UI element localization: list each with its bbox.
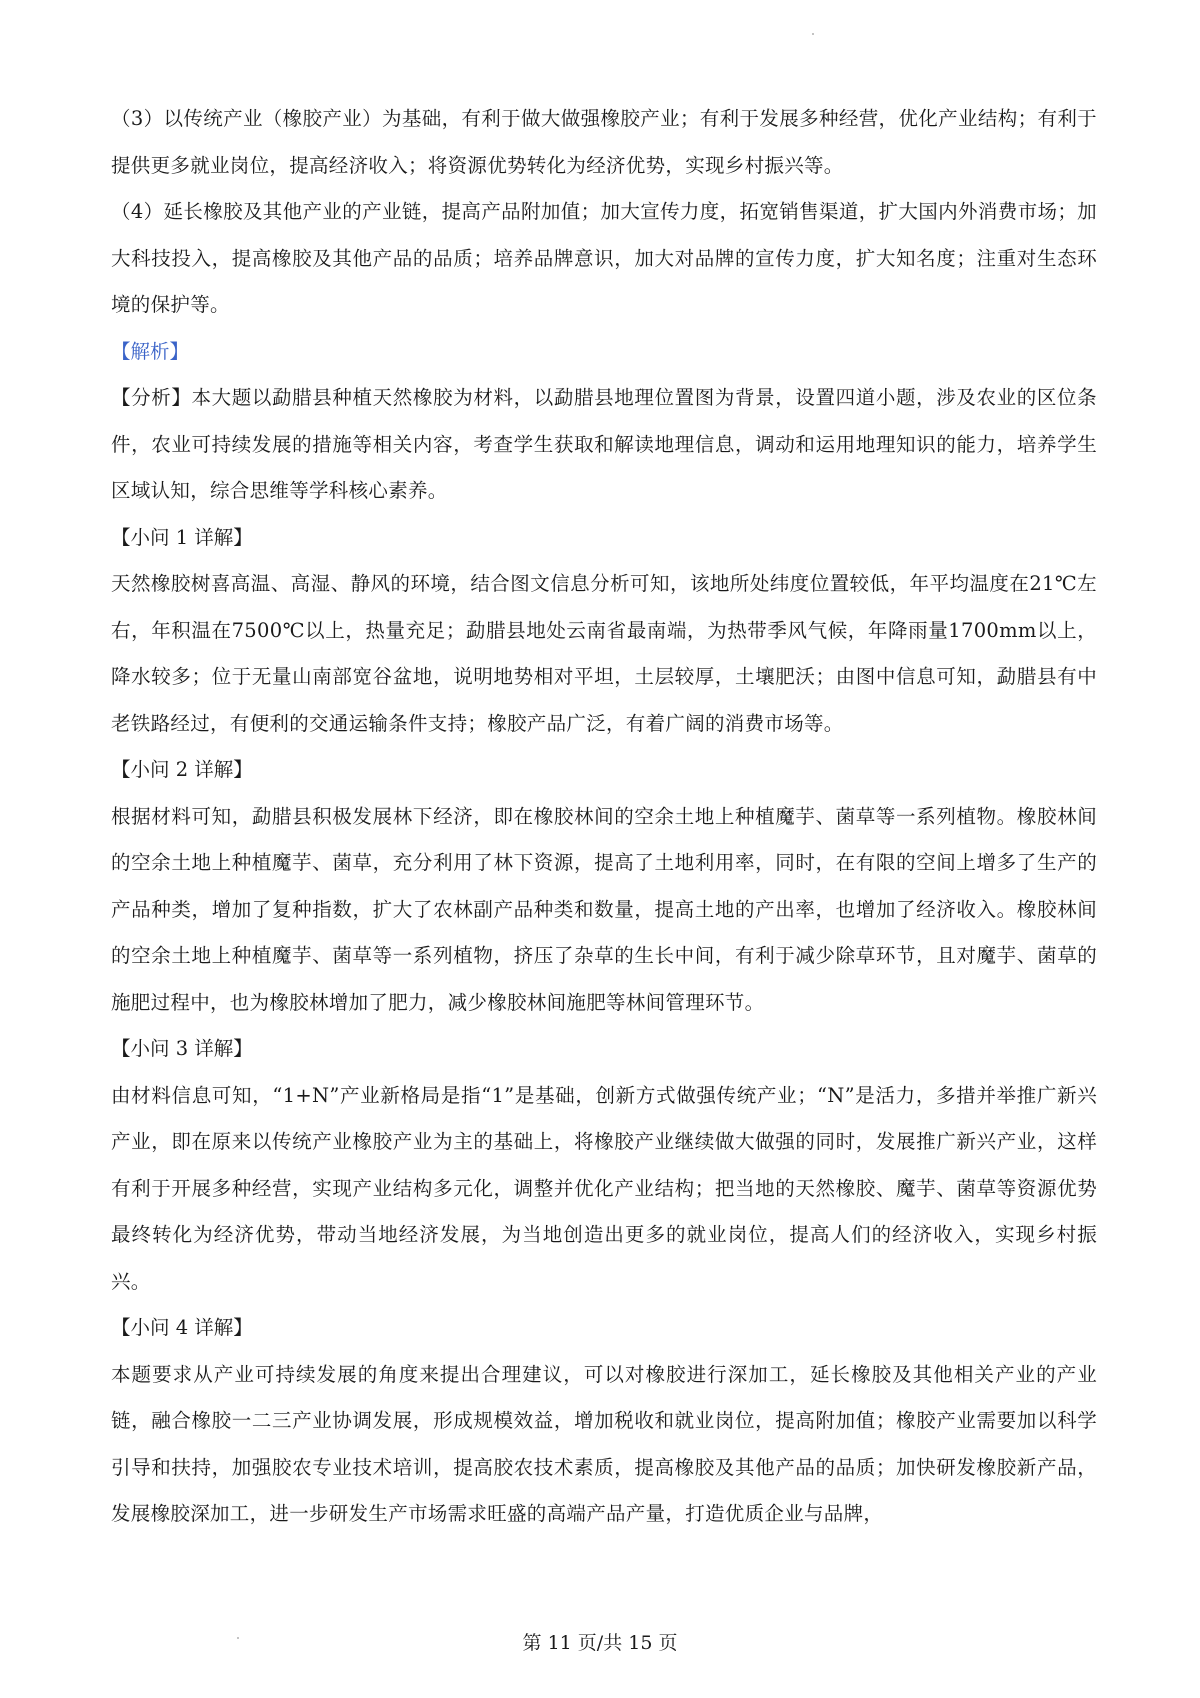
analysis-paragraph — [111, 375, 1097, 515]
scan-speck — [812, 33, 814, 35]
page-footer: 第 11 页/共 15 页 — [522, 1632, 678, 1654]
q2-heading: 【小问 2 详解】 — [111, 758, 253, 781]
q1-heading: 【小问 1 详解】 — [111, 525, 253, 549]
q2-text: 根据材料可知，勐腊县积极发展林下经济，即在橡胶林间的空余土地上种植魔芋、菌草等一系列植物。橡胶林间的空余土地上种植魔芋、菌草，充分利用了林下资源，提高了土地利用率，同时，在有限的空间上增多了生产的产品种类，增加了复种指数，扩大了农林副产品种类和数量，提高土地的产出率，也增加了经济收入。橡胶林间的空余土地上种植魔芋、菌草等一系列植物，挤压了杂草的生长中间，有利于减少除草环节，且对魔芋、菌草的施肥过程中，也为橡胶林增加了肥力，减少橡胶林间施肥等林间管理环节。 — [111, 804, 1097, 1014]
q4-text: 本题要求从产业可持续发展的角度来提出合理建议，可以对橡胶进行深加工，延长橡胶及其他相关产业的产业链，融合橡胶一二三产业协调发展，形成规模效益，增加税收和就业岗位，提高附加值；橡胶产业需要加以科学引导和扶持，加强胶农专业技术培训，提高胶农技术素质，提高橡胶及其他产品的品质；加快研发橡胶新产品，发展橡胶深加工，进一步研发生产市场需求旺盛的高端产品产量，打造优质企业与品牌， — [111, 1362, 1097, 1525]
analysis-text: 本大题以勐腊县种植天然橡胶为材料，以勐腊县地理位置图为背景，设置四道小题，涉及农业的区位条件，农业可持续发展的措施等相关内容，考查学生获取和解读地理信息，调动和运用地理知识的能力，培养学生区域认知，综合思维等学科核心素养。 — [111, 386, 1097, 502]
q3-heading: 【小问 3 详解】 — [111, 1037, 253, 1060]
answer-4: （4）延长橡胶及其他产业的产业链，提高产品附加值；加大宣传力度，拓宽销售渠道，扩大国内外消费市场；加大科技投入，提高橡胶及其他产品的品质；培养品牌意识，加大对品牌的宣传力度，扩大知名度；注重对生态环境的保护等。 — [111, 200, 1097, 316]
analysis-label: 【分析】 — [111, 386, 192, 409]
jiexi-label: 【解析】 — [111, 339, 190, 363]
q4-heading: 【小问 4 详解】 — [111, 1316, 253, 1339]
q1-text: 天然橡胶树喜高温、高湿、静风的环境，结合图文信息分析可知，该地所处纬度位置较低，年平均温度在21℃左右，年积温在7500℃以上，热量充足；勐腊县地处云南省最南端，为热带季风气候，年降雨量1700mm以上，降水较多；位于无量山南部宽谷盆地，说明地势相对平坦，土层较厚，土壤肥沃；由图中信息可知，勐腊县有中老铁路经过，有便利的交通运输条件支持；橡胶产品广泛，有着广阔的消费市场等。 — [111, 572, 1097, 735]
q3-text: 由材料信息可知，“1+N”产业新格局是指“1”是基础，创新方式做强传统产业；“N”是活力，多措并举推广新兴产业，即在原来以传统产业橡胶产业为主的基础上，将橡胶产业继续做大做强的同时，发展推广新兴产业，这样有利于开展多种经营，实现产业结构多元化，调整并优化产业结构；把当地的天然橡胶、魔芋、菌草等资源优势最终转化为经济优势，带动当地经济发展，为当地创造出更多的就业岗位，提高人们的经济收入，实现乡村振兴。 — [111, 1083, 1097, 1293]
answer-3: （3）以传统产业（橡胶产业）为基础，有利于做大做强橡胶产业；有利于发展多种经营，优化产业结构；有利于提供更多就业岗位，提高经济收入；将资源优势转化为经济优势，实现乡村振兴等。 — [111, 107, 1097, 177]
page-content — [111, 96, 1097, 1538]
